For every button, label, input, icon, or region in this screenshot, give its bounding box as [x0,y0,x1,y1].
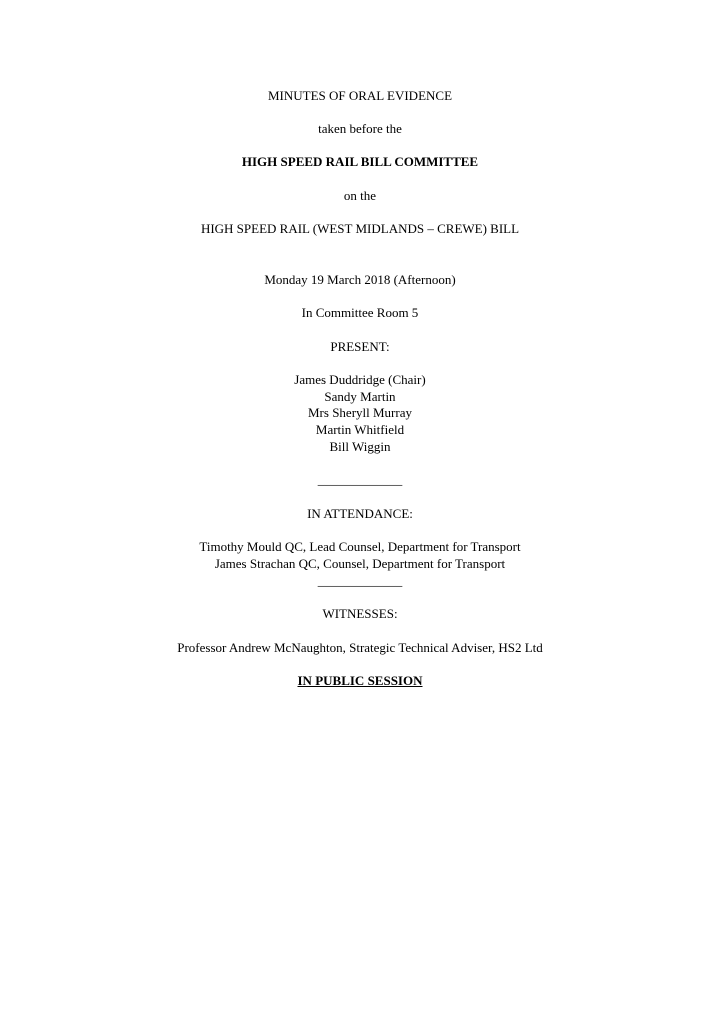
present-member: Mrs Sheryll Murray [308,405,412,420]
present-member: Sandy Martin [324,389,396,404]
session-date: Monday 19 March 2018 (Afternoon) [264,272,456,287]
committee-room: In Committee Room 5 [301,305,419,320]
present-heading: PRESENT: [330,339,390,354]
document-title: MINUTES OF ORAL EVIDENCE [267,88,453,103]
present-member: James Duddridge (Chair) [294,372,426,387]
separator-line: _____________ [317,472,403,487]
present-member: Bill Wiggin [329,439,391,454]
attendance-heading: IN ATTENDANCE: [307,506,413,521]
taken-before-text: taken before the [318,121,402,136]
on-the-text: on the [343,188,377,203]
separator-line: _____________ [317,573,403,588]
present-member: Martin Whitfield [315,422,405,437]
public-session-heading: IN PUBLIC SESSION [297,673,423,688]
witnesses-heading: WITNESSES: [322,606,398,621]
attendance-person: Timothy Mould QC, Lead Counsel, Department for Transport [199,539,521,554]
attendance-person: James Strachan QC, Counsel, Department for Transport [214,556,506,571]
committee-name: HIGH SPEED RAIL BILL COMMITTEE [241,154,479,169]
bill-name: HIGH SPEED RAIL (WEST MIDLANDS – CREWE) BILL [200,221,520,236]
witness-person: Professor Andrew McNaughton, Strategic Technical Adviser, HS2 Ltd [177,640,543,655]
